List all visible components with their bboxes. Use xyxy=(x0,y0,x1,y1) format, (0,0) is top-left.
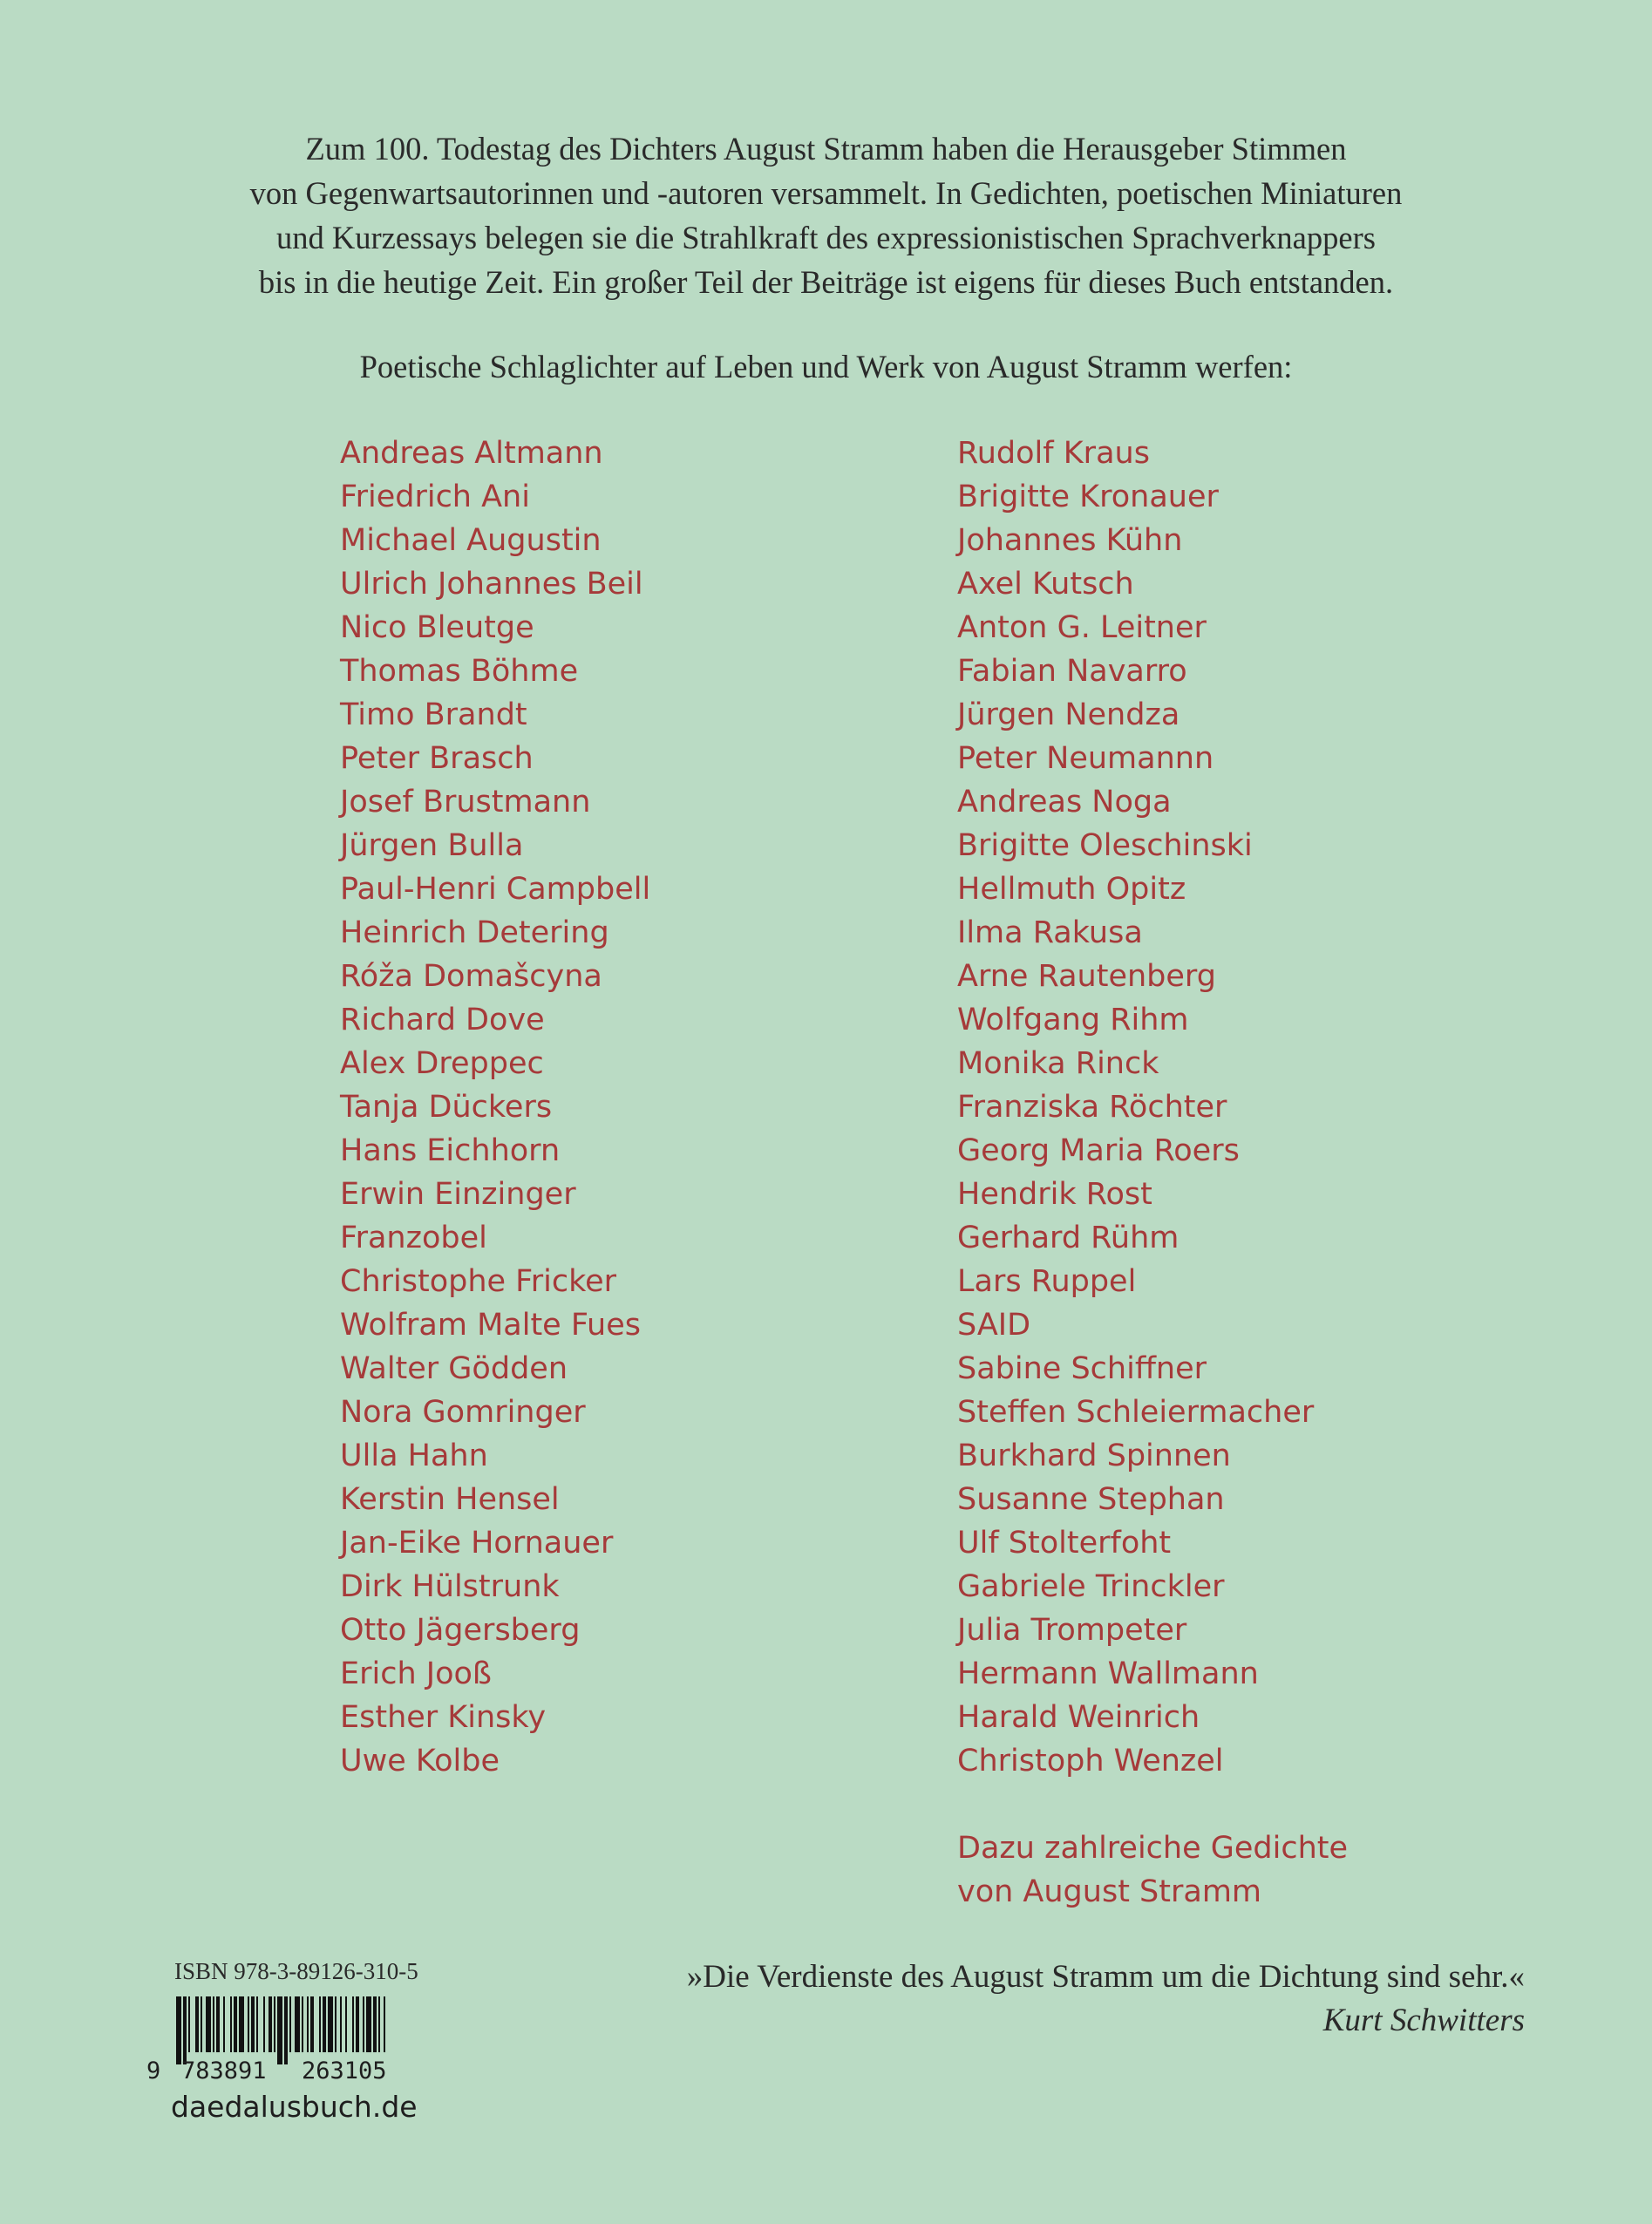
author-name: Walter Gödden xyxy=(340,1351,568,1386)
author-name: Tanja Dückers xyxy=(340,1090,553,1125)
author-name: Peter Brasch xyxy=(340,741,534,776)
author-name: Wolfgang Rihm xyxy=(957,1003,1189,1037)
author-list-left xyxy=(340,432,650,1783)
author-name: Harald Weinrich xyxy=(957,1700,1200,1735)
author-name: Axel Kutsch xyxy=(957,567,1134,602)
barcode-bar xyxy=(323,1996,326,2052)
author-name: Andreas Altmann xyxy=(340,436,603,471)
author-name: Anton G. Leitner xyxy=(957,610,1207,645)
barcode-bar xyxy=(251,1996,255,2052)
author-name: Richard Dove xyxy=(340,1003,545,1037)
barcode-bar xyxy=(234,1996,237,2052)
barcode-bar xyxy=(335,1996,337,2052)
barcode-bar xyxy=(384,1996,385,2052)
author-name: Brigitte Oleschinski xyxy=(957,828,1253,863)
quote-block xyxy=(687,1955,1525,2043)
author-list-right xyxy=(957,432,1314,1783)
barcode-bar xyxy=(352,1996,354,2052)
additional-note-line: von August Stramm xyxy=(957,1874,1262,1909)
barcode-bar xyxy=(328,1996,333,2052)
author-name: Gerhard Rühm xyxy=(957,1221,1180,1255)
barcode-bar xyxy=(176,1996,181,2064)
isbn-label: ISBN 978-3-89126-310-5 xyxy=(174,1958,418,1984)
author-name: Michael Augustin xyxy=(340,523,602,558)
author-name: SAID xyxy=(957,1308,1031,1343)
barcode-bar xyxy=(256,1996,258,2052)
barcode-digit-first: 9 xyxy=(146,2057,161,2082)
barcode-bar xyxy=(188,1996,190,2052)
author-name: Hellmuth Opitz xyxy=(957,872,1186,907)
author-name: Timo Brandt xyxy=(340,697,527,732)
barcode-bar xyxy=(363,1996,364,2052)
author-name: Hans Eichhorn xyxy=(340,1133,561,1168)
author-name: Ulf Stolterfoht xyxy=(957,1526,1172,1561)
blurb-line: von Gegenwartsautorinnen und -autoren versammelt. In Gedichten, poetischen Miniaturen xyxy=(249,175,1403,211)
author-name: Alex Dreppec xyxy=(340,1046,544,1081)
barcode-bar xyxy=(195,1996,199,2052)
barcode-bar xyxy=(213,1996,214,2052)
barcode-bar xyxy=(340,1996,342,2052)
author-name: Friedrich Ani xyxy=(340,479,530,514)
barcode-bar xyxy=(302,1996,303,2052)
blurb-line: und Kurzessays belegen sie die Strahlkraft des expressionistischen Sprachverknappers xyxy=(276,220,1376,255)
blurb-paragraph xyxy=(0,126,1652,304)
author-name: Jürgen Bulla xyxy=(340,828,524,863)
author-name: Ulrich Johannes Beil xyxy=(340,567,643,602)
author-name: Monika Rinck xyxy=(957,1046,1159,1081)
quote-author: Kurt Schwitters xyxy=(1322,2003,1525,2038)
author-name: Christoph Wenzel xyxy=(957,1744,1224,1779)
barcode-bars xyxy=(176,1996,385,2064)
author-name: Erwin Einzinger xyxy=(340,1177,576,1212)
author-name: Christophe Fricker xyxy=(340,1264,617,1299)
barcode-bar xyxy=(223,1996,225,2052)
author-name: Peter Neumannn xyxy=(957,741,1214,776)
author-name: Sabine Schiffner xyxy=(957,1351,1207,1386)
barcode-bar xyxy=(206,1996,211,2052)
barcode-bar xyxy=(239,1996,244,2052)
author-name: Jürgen Nendza xyxy=(957,697,1180,732)
author-name: Heinrich Detering xyxy=(340,915,609,950)
barcode-digits-left: 783891 xyxy=(181,2057,267,2082)
barcode-bar xyxy=(345,1996,347,2052)
author-name: Franzobel xyxy=(340,1221,487,1255)
author-name: Wolfram Malte Fues xyxy=(340,1308,641,1343)
barcode-bar xyxy=(201,1996,202,2052)
additional-note-line: Dazu zahlreiche Gedichte xyxy=(957,1831,1349,1866)
author-name: Rudolf Kraus xyxy=(957,436,1150,471)
additional-note xyxy=(957,1826,1348,1914)
barcode-bar xyxy=(183,1996,187,2064)
barcode-bar xyxy=(263,1996,265,2052)
author-name: Julia Trompeter xyxy=(957,1613,1187,1648)
author-name: Steffen Schleiermacher xyxy=(957,1395,1315,1430)
barcode-bar xyxy=(373,1996,377,2052)
author-name: Erich Jooß xyxy=(340,1656,492,1691)
quote-text: »Die Verdienste des August Stramm um die Dichtung sind sehr.« xyxy=(686,1959,1525,1995)
author-name: Susanne Stephan xyxy=(957,1482,1225,1517)
barcode-bar xyxy=(366,1996,371,2052)
author-name: Paul-Henri Campbell xyxy=(340,872,651,907)
barcode-bar xyxy=(277,1996,282,2064)
author-name: Ilma Rakusa xyxy=(957,915,1143,950)
author-name: Otto Jägersberg xyxy=(340,1613,581,1648)
author-name: Gabriele Trinckler xyxy=(957,1569,1225,1604)
barcode-bar xyxy=(230,1996,232,2052)
publisher-website: daedalusbuch.de xyxy=(171,2090,418,2124)
author-name: Nico Bleutge xyxy=(340,610,534,645)
barcode-bar xyxy=(307,1996,309,2052)
author-name: Arne Rautenberg xyxy=(957,959,1216,994)
author-name: Fabian Navarro xyxy=(957,654,1187,689)
author-name: Lars Ruppel xyxy=(957,1264,1137,1299)
barcode-bar xyxy=(216,1996,220,2052)
author-name: Josef Brustmann xyxy=(340,785,591,820)
author-name: Nora Gomringer xyxy=(340,1395,586,1430)
author-name: Jan-Eike Hornauer xyxy=(340,1526,614,1561)
author-name: Róža Domašcyna xyxy=(340,959,602,994)
barcode-digits-right: 263105 xyxy=(302,2057,387,2082)
barcode-bar xyxy=(378,1996,380,2052)
barcode-bar xyxy=(289,1996,291,2052)
barcode-bar xyxy=(269,1996,272,2052)
barcode-bar xyxy=(274,1996,275,2052)
author-name: Ulla Hahn xyxy=(340,1438,488,1473)
barcode-bar xyxy=(319,1996,321,2052)
author-name: Kerstin Hensel xyxy=(340,1482,560,1517)
author-name: Franziska Röchter xyxy=(957,1090,1227,1125)
author-name: Brigitte Kronauer xyxy=(957,479,1219,514)
barcode-bar xyxy=(248,1996,249,2052)
author-name: Hermann Wallmann xyxy=(957,1656,1259,1691)
author-name: Johannes Kühn xyxy=(957,523,1183,558)
author-name: Uwe Kolbe xyxy=(340,1744,500,1779)
barcode-bar xyxy=(295,1996,300,2052)
author-name: Hendrik Rost xyxy=(957,1177,1152,1212)
author-name: Dirk Hülstrunk xyxy=(340,1569,560,1604)
author-name: Burkhard Spinnen xyxy=(957,1438,1231,1473)
barcode-bar xyxy=(284,1996,288,2064)
contributors-heading: Poetische Schlaglichter auf Leben und Werk von August Stramm werfen: xyxy=(359,349,1293,384)
blurb-line: Zum 100. Todestag des Dichters August Stramm haben die Herausgeber Stimmen xyxy=(305,131,1347,167)
barcode-bar xyxy=(310,1996,314,2052)
author-name: Georg Maria Roers xyxy=(957,1133,1240,1168)
barcode-bar xyxy=(356,1996,359,2052)
author-name: Esther Kinsky xyxy=(340,1700,547,1735)
author-name: Andreas Noga xyxy=(957,785,1172,820)
author-name: Thomas Böhme xyxy=(340,654,579,689)
blurb-line: bis in die heutige Zeit. Ein großer Teil der Beiträge ist eigens für dieses Buch entstanden. xyxy=(258,264,1394,300)
barcode xyxy=(146,1996,443,2082)
